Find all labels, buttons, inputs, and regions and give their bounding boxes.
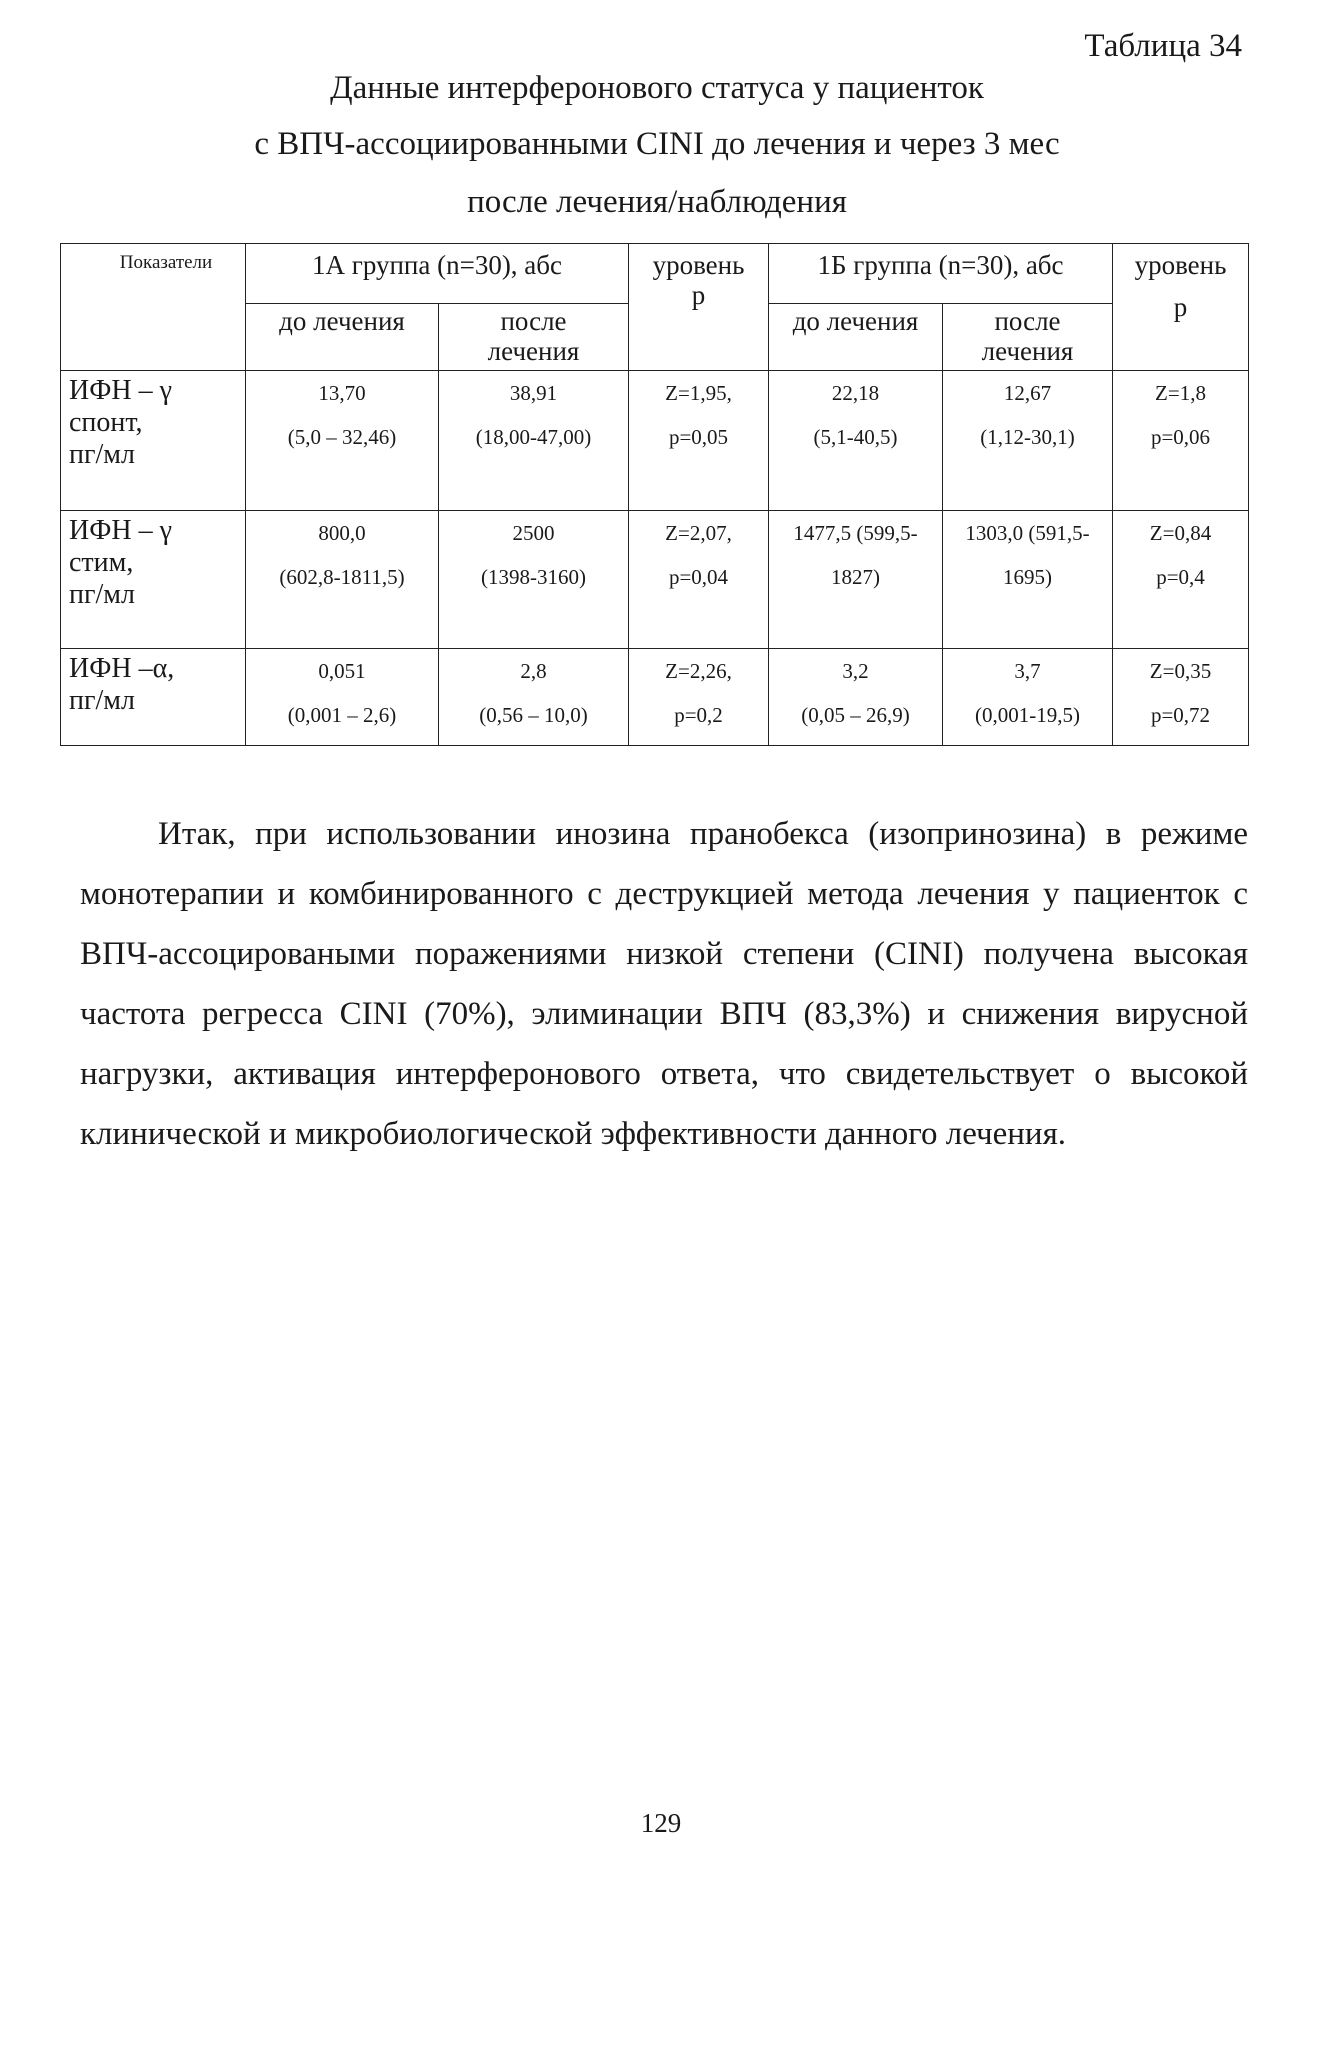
header-after-a-line2: лечения	[487, 336, 580, 366]
cell-z: Z=1,95,	[665, 381, 732, 405]
cell-p: p=0,05	[668, 425, 729, 449]
header-after-b	[943, 304, 1113, 371]
table-caption-line-1: Данные интерферонового статуса у пациенток	[330, 70, 984, 106]
header-after-a-line1: после	[500, 306, 567, 336]
header-level-b-line1: уровень	[1134, 250, 1227, 280]
cell-p: p=0,2	[674, 703, 723, 727]
header-after-b-line2: лечения	[981, 336, 1074, 366]
cell-p: p=0,04	[668, 565, 729, 589]
cell-z: Z=2,26,	[665, 659, 732, 683]
table-caption-line-2: с ВПЧ-ассоциированными CINI до лечения и через 3 мес	[254, 126, 1060, 162]
cell-a-after	[439, 371, 629, 511]
cell-b-before	[769, 649, 943, 746]
interferon-status-table	[60, 243, 1249, 746]
cell-b-p	[1113, 649, 1249, 746]
cell-z: Z=2,07,	[665, 521, 732, 545]
cell-value: 800,0	[318, 521, 366, 545]
cell-a-p	[629, 371, 769, 511]
table-row	[61, 511, 1249, 649]
table-caption-line-3: после лечения/наблюдения	[467, 184, 847, 220]
cell-p: p=0,72	[1150, 703, 1211, 727]
cell-value: 12,67	[1003, 381, 1052, 405]
cell-range: (0,56 – 10,0)	[479, 703, 588, 727]
cell-b-p	[1113, 511, 1249, 649]
cell-value: 13,70	[318, 381, 366, 405]
row-label	[61, 649, 246, 746]
header-level-b-line2: p	[1173, 292, 1188, 322]
row-label-line2: спонт,	[69, 407, 143, 438]
row-label	[61, 371, 246, 511]
cell-value: 3,7	[1014, 659, 1041, 683]
table-row	[61, 649, 1249, 746]
conclusion-text: Итак, при использовании инозина пранобекса (изопринозина) в режиме монотерапии и комбинированного с деструкцией метода лечения у пациенток с ВПЧ-ассоцироваными поражениями низкой степени (CINI) получена высокая частота регресса CINI (70%), элиминации ВПЧ (83,3%) и снижения вирусной нагрузки, активация интерферонового ответа, что свидетельствует о высокой клинической и микробиологической эффективности данного лечения.	[80, 816, 1248, 1152]
cell-a-after	[439, 649, 629, 746]
cell-range: 1827)	[831, 565, 881, 589]
header-level-a-line2: p	[691, 280, 706, 310]
cell-range: (602,8-1811,5)	[279, 565, 405, 589]
cell-z: Z=0,35	[1149, 659, 1212, 683]
cell-value: 0,051	[318, 659, 366, 683]
row-label-line3: пг/мл	[69, 579, 135, 610]
cell-range: (5,0 – 32,46)	[287, 425, 397, 449]
row-label-line1: ИФН –α,	[69, 653, 175, 684]
cell-value: 2,8	[520, 659, 547, 683]
header-level-a-line1: уровень	[652, 250, 745, 280]
cell-value: 3,2	[842, 659, 869, 683]
header-after-a	[439, 304, 629, 371]
header-group-a: 1А группа (n=30), абс	[246, 244, 629, 304]
cell-b-before	[769, 511, 943, 649]
cell-range: (0,05 – 26,9)	[801, 703, 910, 727]
cell-value: 22,18	[831, 381, 880, 405]
row-label-line2: пг/мл	[69, 685, 135, 716]
cell-value: 38,91	[509, 381, 558, 405]
row-label-line3: пг/мл	[69, 439, 135, 470]
cell-range: (0,001 – 2,6)	[287, 703, 397, 727]
header-after-b-line1: после	[994, 306, 1061, 336]
cell-a-after	[439, 511, 629, 649]
page-number: 129	[640, 1808, 682, 1838]
cell-b-after	[943, 511, 1113, 649]
cell-b-before	[769, 371, 943, 511]
cell-range: (1,12-30,1)	[980, 425, 1075, 449]
row-label-line2: стим,	[69, 547, 134, 578]
cell-b-after	[943, 649, 1113, 746]
header-level-p-a	[629, 244, 769, 371]
header-before-b: до лечения	[769, 304, 943, 371]
cell-a-before	[246, 649, 439, 746]
cell-a-p	[629, 649, 769, 746]
header-level-p-b	[1113, 244, 1249, 371]
row-label	[61, 511, 246, 649]
row-label-line1: ИФН – γ	[69, 375, 172, 406]
cell-range: (18,00-47,00)	[475, 425, 592, 449]
cell-range: (0,001-19,5)	[975, 703, 1080, 727]
cell-z: Z=0,84	[1149, 521, 1212, 545]
cell-p: p=0,4	[1156, 565, 1205, 589]
cell-a-before	[246, 511, 439, 649]
header-before-a: до лечения	[246, 304, 439, 371]
cell-range: (5,1-40,5)	[813, 425, 898, 449]
cell-value: 1477,5 (599,5-	[793, 521, 918, 545]
cell-value: 1303,0 (591,5-	[965, 521, 1090, 545]
header-group-b: 1Б группа (n=30), абс	[769, 244, 1113, 304]
cell-a-p	[629, 511, 769, 649]
cell-value: 2500	[512, 521, 555, 545]
cell-z: Z=1,8	[1155, 381, 1206, 405]
cell-range: (1398-3160)	[481, 565, 586, 589]
table-row	[61, 371, 1249, 511]
cell-range: 1695)	[1003, 565, 1053, 589]
table-header-row	[61, 244, 1249, 304]
header-indicators: Показатели	[61, 244, 246, 371]
cell-b-p	[1113, 371, 1249, 511]
row-label-line1: ИФН – γ	[69, 515, 172, 546]
cell-b-after	[943, 371, 1113, 511]
cell-a-before	[246, 371, 439, 511]
conclusion-paragraph	[80, 804, 1248, 1164]
cell-p: p=0,06	[1150, 425, 1211, 449]
table-number: Таблица 34	[1084, 28, 1242, 64]
